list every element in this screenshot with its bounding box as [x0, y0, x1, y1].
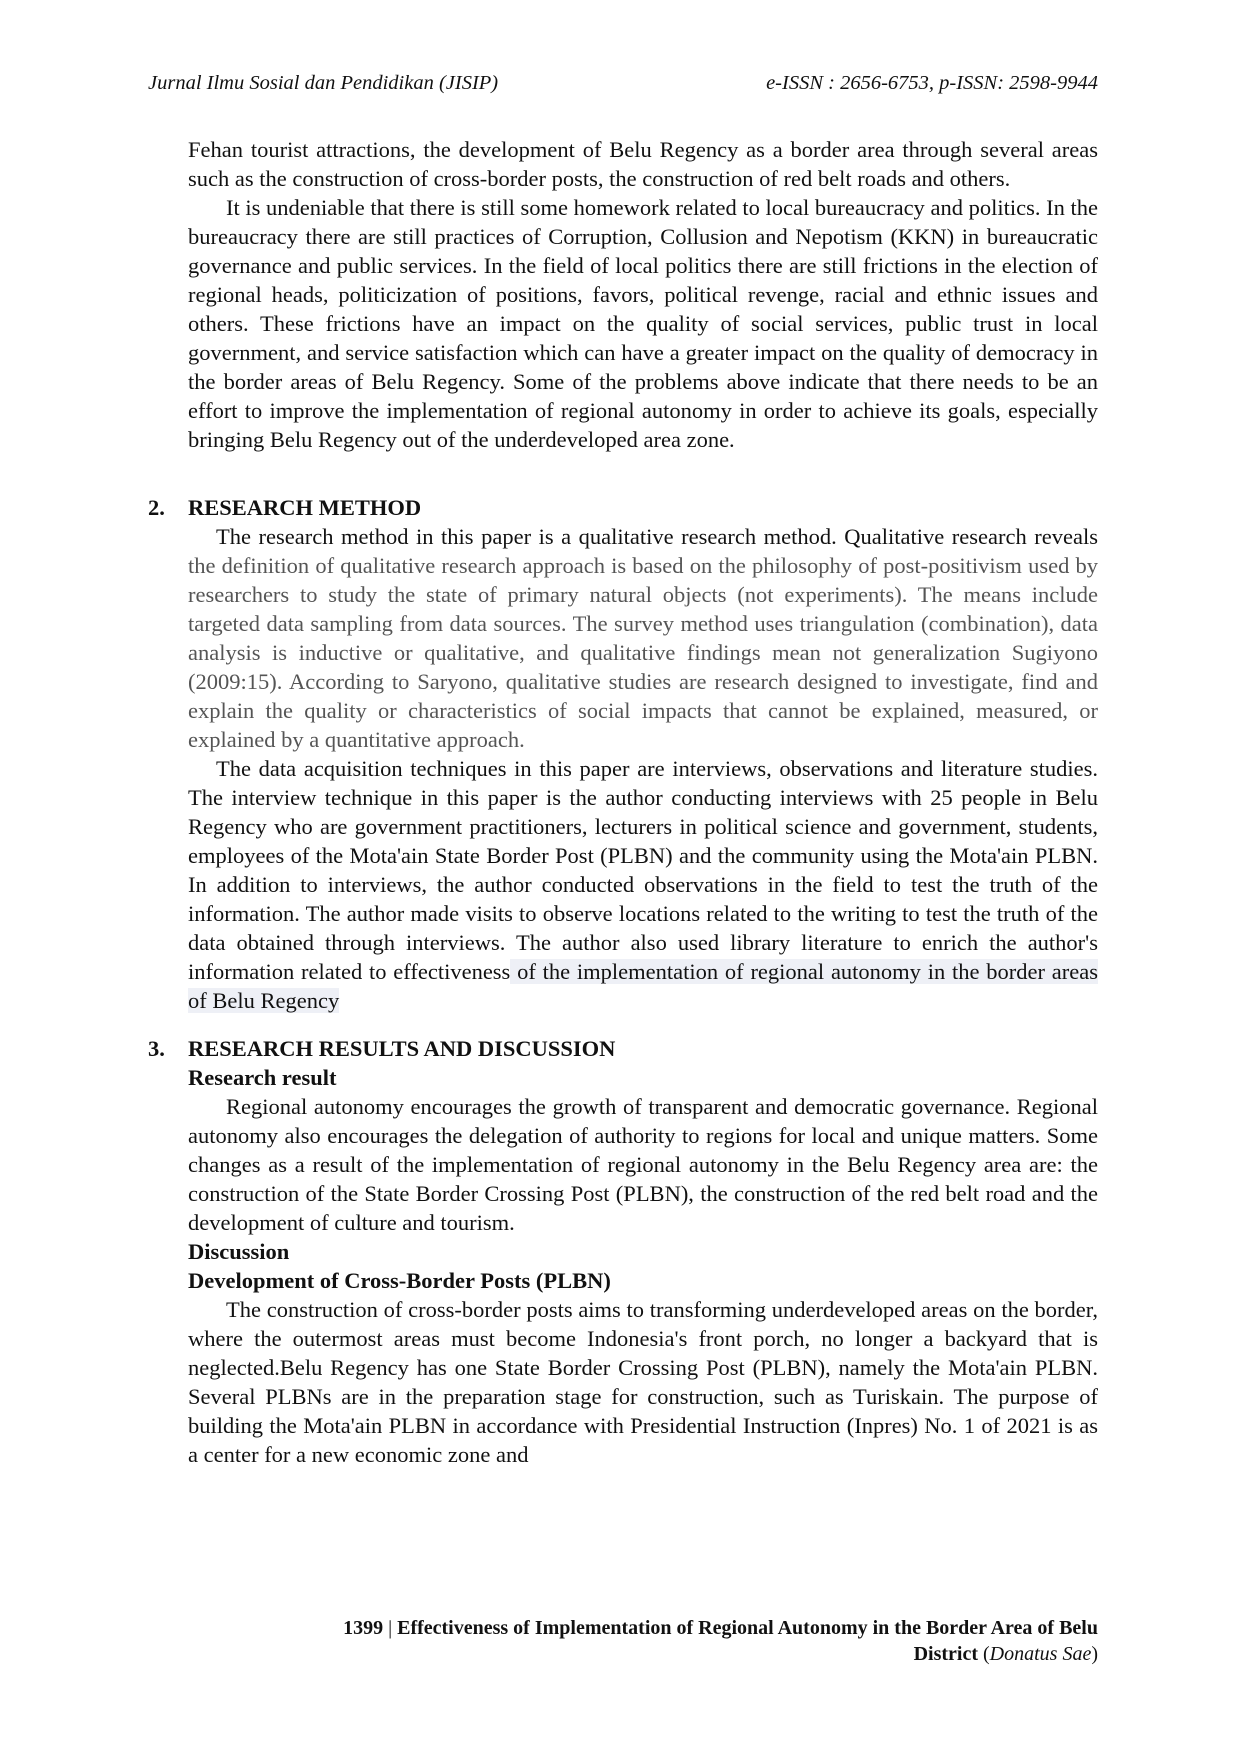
results-paragraph-1: Regional autonomy encourages the growth of transparent and democratic governance. Regional autonomy also encourages the delegation of authority to regions for local and unique matters. Some changes as a result of the implementation of regional autonomy in the Belu Regency area are: the construction of the State Border Crossing Post (PLBN), the construction of the red belt road and the development of culture and tourism.: [188, 1094, 1098, 1235]
method-paragraph-2: [188, 754, 1098, 1015]
section-number: 2.: [148, 495, 165, 520]
subheading-plbn: Development of Cross-Border Posts (PLBN): [188, 1268, 611, 1293]
footer-title: Effectiveness of Implementation of Regional Autonomy in the Border Area of Belu: [397, 1617, 1098, 1639]
page-number: 1399: [343, 1617, 384, 1639]
footer-title-end: District: [913, 1643, 978, 1665]
results-paragraph-2: The construction of cross-border posts aims to transforming underdeveloped areas on the border, where the outermost areas must become Indonesia's front porch, no longer a backyard that is neglected.Belu Regency has one State Border Crossing Post (PLBN), namely the Mota'ain PLBN. Several PLBNs are in the preparation stage for construction, such as Turiskain. The purpose of building the Mota'ain PLBN in accordance with Presidential Instruction (Inpres) No. 1 of 2021 is as a center for a new economic zone and: [188, 1297, 1098, 1467]
intro-paragraph-2: It is undeniable that there is still some homework related to local bureaucracy and politics. In the bureaucracy there are still practices of Corruption, Collusion and Nepotism (KKN) in bureaucratic governance and public services. In the field of local politics there are still frictions in the election of regional heads, politicization of positions, favors, political revenge, racial and ethnic issues and others. These frictions have an impact on the quality of social services, public trust in local government, and service satisfaction which can have a greater impact on the quality of democracy in the border areas of Belu Regency. Some of the problems above indicate that there needs to be an effort to improve the implementation of regional autonomy in order to achieve its goals, especially bringing Belu Regency out of the underdeveloped area zone.: [188, 195, 1098, 452]
results-section: [188, 1063, 1098, 1469]
section-heading-results: [148, 1034, 1098, 1063]
intro-paragraph-1: Fehan tourist attractions, the development of Belu Regency as a border area through several areas such as the construction of cross-border posts, the construction of red belt roads and others.: [188, 137, 1098, 191]
section-title: RESEARCH METHOD: [188, 495, 422, 520]
method-section: [188, 522, 1098, 1015]
intro-section: [188, 135, 1098, 454]
footer-author: Donatus Sae: [989, 1643, 1092, 1665]
journal-name: Jurnal Ilmu Sosial dan Pendidikan (JISIP): [148, 72, 499, 94]
subheading-research-result: Research result: [188, 1065, 337, 1090]
method-paragraph-2-lead: The data acquisition techniques in this paper are interviews, observations and literature studies. The interview technique in this paper is the author conducting interviews with 25 people in Belu Regency who are government practitioners, lecturers in political science and government, students, employees of the Mota'ain State Border Post (PLBN) and the community using the Mota'ain PLBN. In addition to interviews, the author conducted observations in the field to test the truth of the information. The author made visits to observe locations related to the writing to test the truth of the data obtained through interviews. The author also used library literature to enrich the author's information related to effectiveness: [188, 756, 1098, 984]
method-paragraph-1: [188, 522, 1098, 754]
issn-numbers: e-ISSN : 2656-6753, p-ISSN: 2598-9944: [766, 72, 1098, 94]
section-title: RESEARCH RESULTS AND DISCUSSION: [188, 1036, 616, 1061]
running-footer: [188, 1615, 1098, 1667]
method-paragraph-1-lead: The research method in this paper is a qualitative research method. Qualitative research reveals: [216, 524, 1098, 549]
running-header: [148, 72, 1098, 95]
section-heading-method: [148, 493, 1098, 522]
method-paragraph-1-quote: the definition of qualitative research approach is based on the philosophy of post-positivism used by researchers to study the state of primary natural objects (not experiments). The means include targeted data sampling from data sources. The survey method uses triangulation (combination), data analysis is inductive or qualitative, and qualitative findings mean not generalization Sugiyono (2009:15). According to Saryono, qualitative studies are research designed to investigate, find and explain the quality or characteristics of social impacts that cannot be explained, measured, or explained by a quantitative approach.: [188, 553, 1098, 752]
subheading-discussion: Discussion: [188, 1239, 290, 1264]
footer-separator: |: [383, 1617, 398, 1639]
method-paragraph-2-highlight: of the implementation of regional autonomy in the border areas of Belu Regency: [188, 959, 1098, 1013]
footer-line-1: [188, 1615, 1098, 1641]
footer-line-2: District (Donatus Sae): [913, 1643, 1098, 1665]
section-number: 3.: [148, 1036, 165, 1061]
